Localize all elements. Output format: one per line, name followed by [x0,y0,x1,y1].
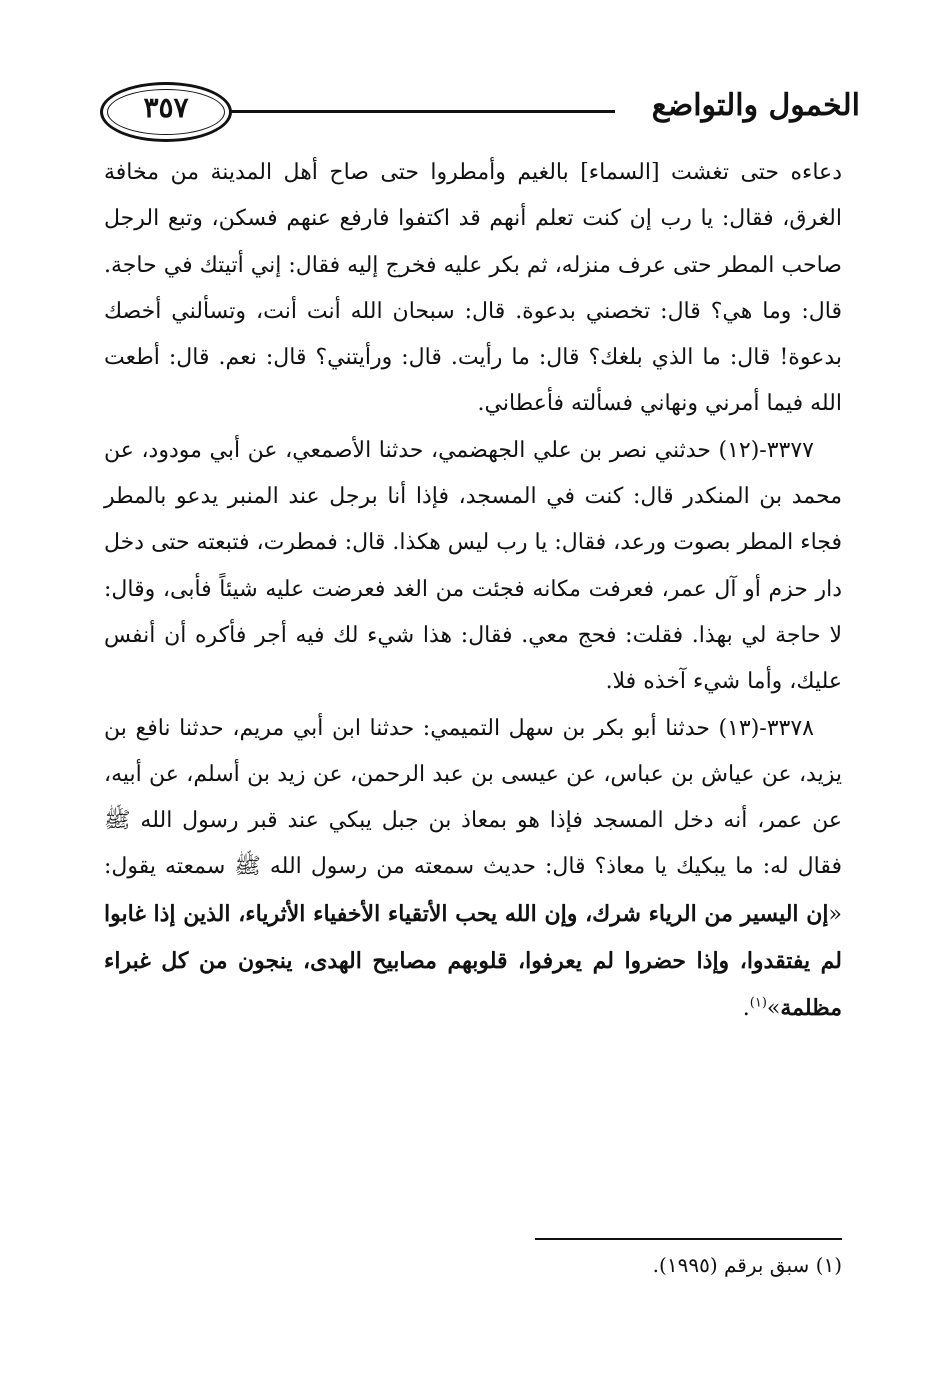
footnote: (١) سبق برقم (١٩٩٥). [652,1253,842,1277]
running-head: الخمول والتواضع [651,88,860,123]
paragraph-1: دعاءه حتى تغشت [السماء] بالغيم وأمطروا حتى صاح أهل المدينة من مخافة الغرق، فقال: يا رب إن كنت تعلم أنهم قد اكتفوا فارفع عنهم فسكن، وتبع الرجل صاحب المطر حتى عرف منزله، ثم بكر عليه فخرج إليه فقال: إني أتيتك في حاجة. قال: وما هي؟ قال: تخصني بدعوة. قال: سبحان الله أنت أنت، وتسألني أخصك بدعوة! قال: ما الذي بلغك؟ قال: ما رأيت. قال: ورأيتني؟ قال: نعم. قال: أطعت الله فيما أمرني ونهاني فسألته فأعطاني. [104,160,842,417]
paragraph-3377: ٣٣٧٧-(١٢) حدثني نصر بن علي الجهضمي، حدثنا الأصمعي، عن أبي مودود، عن محمد بن المنكدر قال: كنت في المسجد، فإذا أنا برجل عند المنبر يدعو بالمطر فجاء المطر بصوت ورعد، فقال: يا رب ليس هكذا. قال: فمطرت، فتبعته حتى دخل دار حزم أو آل عمر، فعرفت مكانه فجئت من الغد فعرضت عليه شيئاً فأبى، وقال: لا حاجة لي بهذا. فقلت: فحج معي. فقال: هذا شيء لك فيه أجر فأكره أن أنفس عليك، وأما شيء آخذه فلا. [104,437,843,695]
paragraph-end: . [742,996,750,1022]
page-header [100,78,860,148]
page-number: ٣٥٧ [143,91,189,124]
body-text [104,150,842,1033]
footnote-rule [535,1238,842,1240]
footnote-reference: (١) [749,996,767,1012]
quote-close: » [766,996,781,1022]
header-rule [230,110,615,113]
hadith-quote: إن اليسير من الرياء شرك، وإن الله يحب الأتقياء الأخفياء الأثرياء، الذين إذا غابوا لم يفتقدوا، وإذا حضروا لم يعرفوا، قلوبهم مصابيح الهدى، ينجون من كل غبراء مظلمة [104,900,842,1022]
paragraph-3378-text: ٣٣٧٨-(١٣) حدثنا أبو بكر بن سهل التميمي: حدثنا ابن أبي مريم، حدثنا نافع بن يزيد، عن عياش بن عباس، عن عيسى بن عبد الرحمن، عن زيد بن أسلم، عن أبيه، عن عمر، أنه دخل المسجد فإذا هو بمعاذ بن جبل يبكي عند قبر رسول الله ﷺ فقال له: ما يبكيك يا معاذ؟ قال: حديث سمعته من رسول الله ﷺ سمعته يقول: « [104,715,843,927]
paragraph-3378 [104,706,842,1033]
